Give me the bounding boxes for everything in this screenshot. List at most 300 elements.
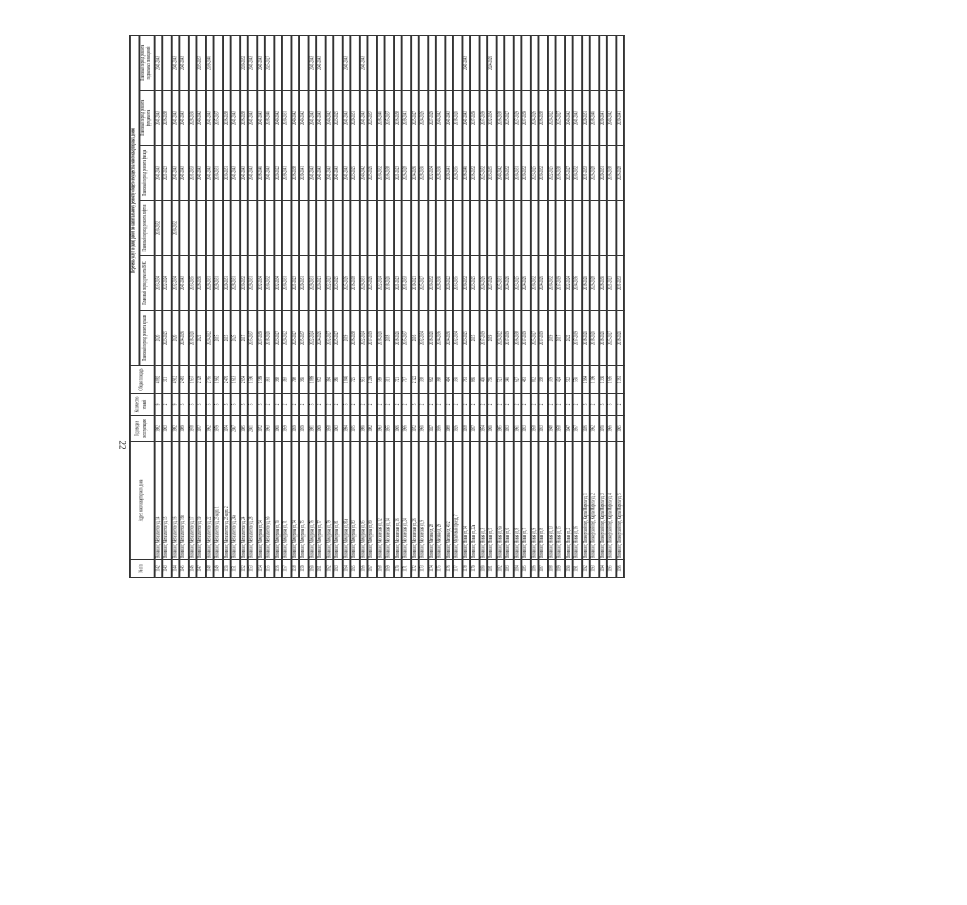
table-cell: 2041-2043: [462, 91, 471, 146]
table-cell: 2018-2020: [453, 91, 462, 146]
table-cell: 2040-2042: [325, 91, 334, 146]
table-cell: 2020-2022: [274, 146, 283, 201]
table-cell: 461: [522, 366, 531, 394]
table-cell: 2041-2043: [342, 91, 351, 146]
table-cell: 2039-2041: [300, 146, 309, 201]
table-cell: 2036-2038: [513, 311, 522, 366]
table-cell: 2041-2043: [308, 35, 317, 90]
table-cell: 2038-2040: [590, 91, 599, 146]
table-cell: 2016-2018: [351, 256, 360, 311]
table-cell: 2025-2027: [556, 91, 565, 146]
table-cell: 2037-2039: [257, 311, 266, 366]
table-cell: 1179: [471, 560, 480, 578]
header-group-title: Перечень услуг и (или) работ по капитальному ремонту общего имущества многоквартирных домов: [130, 35, 139, 365]
table-cell: [462, 201, 471, 256]
address-cell: Вязники г, Металлистов ул, 16б: [180, 442, 189, 560]
table-cell: [513, 35, 522, 90]
table-cell: 2030-2032: [428, 256, 437, 311]
table-cell: 2023-2025: [351, 146, 360, 201]
table-cell: 2018-2020: [582, 311, 591, 366]
table-cell: 1191: [573, 560, 582, 578]
table-cell: 2007: [231, 416, 240, 442]
table-cell: 2022-2023: [325, 256, 334, 311]
table-cell: 2041-2043: [265, 146, 274, 201]
table-cell: 1178: [462, 560, 471, 578]
table-cell: [436, 35, 445, 90]
table-cell: [548, 35, 557, 90]
table-cell: [180, 201, 189, 256]
table-cell: 2017-2019: [505, 311, 514, 366]
table-cell: 1947: [565, 416, 574, 442]
table-body: [154, 35, 624, 577]
address-cell: Вязники г, Новая ул, 15: [556, 442, 565, 560]
table-cell: 2030-2032: [265, 256, 274, 311]
table-cell: [240, 201, 249, 256]
table-cell: 2031-2033: [616, 256, 625, 311]
table-cell: [377, 201, 386, 256]
table-cell: 1 590: [248, 366, 257, 394]
table-cell: 2: [488, 394, 497, 416]
table-cell: 2: [548, 394, 557, 416]
table-cell: 2020-2021: [317, 256, 326, 311]
table-cell: 1953: [505, 416, 514, 442]
table-cell: 2041-2043: [317, 35, 326, 90]
table-cell: 340: [505, 366, 514, 394]
table-cell: [394, 201, 403, 256]
table-cell: 5: [197, 394, 206, 416]
table-cell: 2018-2020: [377, 311, 386, 366]
page-number: 22: [117, 440, 128, 450]
table-cell: 2018: [385, 311, 394, 366]
table-cell: [548, 201, 557, 256]
table-cell: 1181: [488, 560, 497, 578]
table-cell: [411, 35, 420, 90]
table-cell: 2030-2032: [171, 201, 180, 256]
table-cell: [368, 201, 377, 256]
table-cell: [496, 35, 505, 90]
table-cell: 730: [488, 366, 497, 394]
table-cell: 1979: [214, 416, 223, 442]
table-cell: 2: [291, 394, 300, 416]
table-cell: 2017-2019: [539, 311, 548, 366]
table-cell: 2023-2025: [530, 146, 539, 201]
table-cell: 2041-2043: [206, 146, 215, 201]
table-cell: [522, 35, 531, 90]
table-cell: 2018-2020: [265, 311, 274, 366]
table-cell: 9: [171, 394, 180, 416]
table-cell: 1953: [539, 416, 548, 442]
table-cell: 2030-2032: [154, 201, 163, 256]
table-cell: 2018-2020: [582, 256, 591, 311]
address-cell: Вязники г, Московская ул, 24: [402, 442, 411, 560]
table-cell: 1965: [616, 416, 625, 442]
table-cell: 2025-2037: [368, 91, 377, 146]
address-cell: Вязники г, Мясина ул, 45/2: [445, 442, 454, 560]
table-cell: [231, 201, 240, 256]
address-cell: Вязники г, Новая ул, 3: [479, 442, 488, 560]
table-cell: 1182: [496, 560, 505, 578]
table-cell: 2: [394, 394, 403, 416]
table-cell: 1959: [300, 416, 309, 442]
address-cell: Вязники г, Мичурина ул, 83: [351, 442, 360, 560]
table-cell: [445, 201, 454, 256]
table-cell: 2015: [471, 311, 480, 366]
table-cell: 2036-2038: [351, 311, 360, 366]
table-cell: 2031-2033: [188, 146, 197, 201]
table-cell: 1192: [582, 560, 591, 578]
table-cell: 512: [565, 366, 574, 394]
table-cell: 2034-2036: [411, 146, 420, 201]
table-cell: [206, 201, 215, 256]
table-cell: 2034-2036: [445, 311, 454, 366]
table-cell: 1982: [171, 416, 180, 442]
table-cell: 2: [282, 394, 291, 416]
table-cell: 2: [265, 394, 274, 416]
table-cell: 1170: [394, 560, 403, 578]
address-cell: Вязники г, Новая ул, 8: [513, 442, 522, 560]
table-cell: 1161: [317, 560, 326, 578]
table-cell: 1144: [171, 560, 180, 578]
table-cell: 2020-2022: [548, 91, 557, 146]
table-cell: 2036-2038: [556, 146, 565, 201]
table-cell: 2: [453, 394, 462, 416]
address-cell: Вязники г, Пионерский пер, Карла Маркса ул, 1: [582, 442, 591, 560]
table-cell: 2: [368, 394, 377, 416]
table-cell: 1960: [274, 416, 283, 442]
table-cell: [590, 35, 599, 90]
table-cell: 717: [402, 366, 411, 394]
table-cell: 1143: [163, 560, 172, 578]
table-cell: 379: [548, 366, 557, 394]
address-cell: Вязники г, Металлистов ул, 14: [154, 442, 163, 560]
table-cell: 2041-2043: [240, 146, 249, 201]
table-cell: 2: [496, 394, 505, 416]
table-cell: 2041-2043: [180, 146, 189, 201]
table-cell: 2024-2026: [530, 91, 539, 146]
table-cell: 2038-2040: [377, 91, 386, 146]
header-year: Год ввода в эксплуатацию: [130, 416, 154, 442]
table-cell: 2032-2034: [428, 146, 437, 201]
address-cell: Вязники г, Мичурина ул, 74: [291, 442, 300, 560]
table-cell: [291, 35, 300, 90]
table-cell: 361: [265, 366, 274, 394]
table-cell: 2033-2034: [154, 256, 163, 311]
table-cell: 2034-2036: [180, 311, 189, 366]
table-cell: 2029-2031: [206, 256, 215, 311]
table-cell: 2 476: [223, 366, 232, 394]
table-cell: 2022-2024: [163, 256, 172, 311]
table-cell: 2016: [411, 311, 420, 366]
table-cell: [334, 201, 343, 256]
table-cell: [214, 35, 223, 90]
address-cell: Вязники г, Новая ул, 5: [488, 442, 497, 560]
table-cell: 1154: [257, 560, 266, 578]
table-cell: 1 695: [607, 366, 616, 394]
table-cell: [607, 201, 616, 256]
table-cell: 1 361: [616, 366, 625, 394]
table-cell: 2017-2019: [368, 311, 377, 366]
table-cell: 2: [513, 394, 522, 416]
table-cell: 2: [445, 394, 454, 416]
table-cell: 1 196: [590, 366, 599, 394]
table-cell: 2: [300, 394, 309, 416]
table-cell: 2 481: [180, 366, 189, 394]
table-cell: 521: [496, 366, 505, 394]
address-cell: Вязники г, Мичурина ул, 77: [317, 442, 326, 560]
address-cell: Вязники г, Металлистов ул, 23 корп. 1: [214, 442, 223, 560]
address-cell: Вязники г, Металлистов ул, 22: [206, 442, 215, 560]
table-cell: [445, 35, 454, 90]
table-cell: 2032-2034: [488, 91, 497, 146]
table-cell: 2036-2038: [240, 91, 249, 146]
table-cell: 2: [556, 394, 565, 416]
table-cell: 1157: [282, 560, 291, 578]
table-cell: 2032-2034: [453, 311, 462, 366]
address-cell: Вязники г, Новая ул, 6а: [496, 442, 505, 560]
table-cell: 380: [334, 366, 343, 394]
table-cell: 1167: [368, 560, 377, 578]
table-cell: 1957: [573, 416, 582, 442]
table-cell: 2023-2025: [163, 311, 172, 366]
table-cell: 1173: [419, 560, 428, 578]
table-cell: 662: [428, 366, 437, 394]
table-cell: 2: [522, 394, 531, 416]
table-cell: 2029-2031: [359, 256, 368, 311]
table-cell: 2032-2034: [257, 256, 266, 311]
table-cell: 2041-2043: [573, 91, 582, 146]
address-cell: Вязники г, Новая ул, 9: [530, 442, 539, 560]
table-cell: 2039-2041: [402, 91, 411, 146]
address-cell: Вязники г, Пионерский пер, Карла Маркса ул, 5: [616, 442, 625, 560]
table-cell: 2021-2023: [394, 256, 403, 311]
table-cell: [530, 35, 539, 90]
table-cell: 1966: [394, 416, 403, 442]
table-cell: 1972: [257, 416, 266, 442]
address-cell: Вязники г, Московская ул, 26: [411, 442, 420, 560]
table-cell: 1958: [530, 416, 539, 442]
table-cell: [496, 201, 505, 256]
address-cell: Вязники г, Мичурина ул, 75: [300, 442, 309, 560]
table-cell: 725: [351, 366, 360, 394]
address-cell: Вязники г, Мичурина ул, 70: [274, 442, 283, 560]
table-cell: 2030-2032: [505, 146, 514, 201]
table-cell: 2041-2043: [257, 35, 266, 90]
address-cell: Вязники г, Металлистов ул, 6б: [265, 442, 274, 560]
table-cell: [308, 201, 317, 256]
table-cell: [325, 35, 334, 90]
table-cell: 1936: [436, 416, 445, 442]
table-cell: [214, 201, 223, 256]
table-cell: 2025-2027: [265, 35, 274, 90]
table-cell: 2039-2041: [445, 146, 454, 201]
table-cell: 1 657: [188, 366, 197, 394]
address-cell: Вязники г, Мясина ул, 28: [428, 442, 437, 560]
table-cell: 2: [334, 394, 343, 416]
address-cell: Вязники г, Новая ул, 2: [565, 442, 574, 560]
table-cell: [582, 201, 591, 256]
address-cell: Вязники г, Московская ул, 14: [385, 442, 394, 560]
table-cell: 2024-2026: [419, 91, 428, 146]
table-cell: 2025-2027: [419, 256, 428, 311]
address-cell: Вязники г, Московская ул, 9: [419, 442, 428, 560]
table-cell: 2041-2043: [334, 146, 343, 201]
table-cell: 2 765: [206, 366, 215, 394]
table-cell: 1963: [377, 416, 386, 442]
table-cell: 494: [445, 366, 454, 394]
table-cell: [197, 201, 206, 256]
table-cell: 2020: [171, 311, 180, 366]
table-cell: [274, 201, 283, 256]
table-cell: 2022-2024: [308, 311, 317, 366]
address-cell: Вязники г, Новая ул, 8: [539, 442, 548, 560]
table-cell: 2: [573, 394, 582, 416]
table-cell: 1149: [214, 560, 223, 578]
address-cell: Вязники г, Металлистов ул, 24а: [231, 442, 240, 560]
table-cell: 2040-2042: [291, 91, 300, 146]
table-cell: 1982: [154, 416, 163, 442]
table-cell: 2: [377, 394, 386, 416]
table-cell: 1989: [180, 416, 189, 442]
table-cell: 2041-2043: [359, 91, 368, 146]
table-cell: 1 613: [231, 366, 240, 394]
table-cell: 1151: [231, 560, 240, 578]
table-cell: 1153: [248, 560, 257, 578]
table-cell: 1927: [428, 416, 437, 442]
table-cell: 2: [402, 394, 411, 416]
table-cell: 2040-2042: [274, 91, 283, 146]
table-cell: 2028-2030: [188, 91, 197, 146]
table-cell: 1177: [453, 560, 462, 578]
table-cell: 2036-2038: [163, 91, 172, 146]
table-cell: 2025-2027: [565, 146, 574, 201]
table-cell: 1180: [479, 560, 488, 578]
table-cell: 2036-2038: [291, 146, 300, 201]
table-cell: 2029-2031: [351, 91, 360, 146]
table-cell: 2041-2043: [445, 91, 454, 146]
table-cell: 627: [513, 366, 522, 394]
address-cell: Вязники г, Мичурина ул, 76: [308, 442, 317, 560]
header-vis: Плановый период ремонта ВИС: [139, 256, 155, 311]
table-cell: 1954: [479, 416, 488, 442]
table-cell: [616, 35, 625, 90]
table-cell: 1 962: [214, 366, 223, 394]
table-cell: [590, 201, 599, 256]
table-cell: 1171: [402, 560, 411, 578]
header-floors: Количество этажей: [130, 394, 154, 416]
table-cell: 424: [556, 366, 565, 394]
table-cell: 866: [471, 366, 480, 394]
table-cell: 2025-2027: [505, 91, 514, 146]
table-cell: 1150: [223, 560, 232, 578]
table-cell: 2017: [240, 311, 249, 366]
table-cell: 2033-2035: [188, 256, 197, 311]
address-cell: Вязники г, Мясина ул, 29: [436, 442, 445, 560]
table-cell: 393: [282, 366, 291, 394]
table-cell: 2040-2042: [496, 146, 505, 201]
table-cell: 5: [582, 394, 591, 416]
address-cell: Вязники г, Мичурина ул, 89: [368, 442, 377, 560]
table-cell: 2029-2031: [599, 146, 608, 201]
table-cell: 1145: [180, 560, 189, 578]
table-cell: [505, 35, 514, 90]
table-cell: 2030-2032: [573, 146, 582, 201]
table-cell: 2: [317, 394, 326, 416]
table-cell: 2019: [342, 311, 351, 366]
table-cell: 2030-2031: [223, 146, 232, 201]
table-cell: [291, 201, 300, 256]
table-cell: [188, 201, 197, 256]
table-cell: 4 912: [171, 366, 180, 394]
table-cell: [436, 201, 445, 256]
table-cell: 1958: [325, 416, 334, 442]
table-cell: 1962: [206, 416, 215, 442]
table-cell: 5: [607, 394, 616, 416]
table-cell: [368, 35, 377, 90]
table-cell: [582, 35, 591, 90]
table-cell: 1953: [522, 416, 531, 442]
address-cell: Вязники г, Мичурина ул, 71: [282, 442, 291, 560]
table-cell: 2021-2023: [163, 146, 172, 201]
table-cell: 2037-2039: [522, 91, 531, 146]
table-cell: 2025: [231, 311, 240, 366]
table-cell: 2023-2025: [334, 91, 343, 146]
rotated-table-wrapper: [129, 36, 967, 578]
table-cell: 2036-2032: [471, 146, 480, 201]
table-cell: 2015: [214, 311, 223, 366]
table-cell: 2018-2020: [616, 311, 625, 366]
table-cell: 2041-2043: [248, 91, 257, 146]
table-cell: 2033-2035: [453, 256, 462, 311]
table-cell: 1966: [607, 416, 616, 442]
table-cell: 1966: [402, 416, 411, 442]
table-cell: 1162: [325, 560, 334, 578]
address-cell: Вязники г, Новая ул, 13: [548, 442, 557, 560]
table-cell: 1972: [411, 416, 420, 442]
table-cell: [385, 201, 394, 256]
table-cell: 2032-2034: [171, 256, 180, 311]
table-cell: 1190: [565, 560, 574, 578]
table-cell: 2023-2025: [462, 311, 471, 366]
table-cell: 2: [428, 394, 437, 416]
table-cell: 2029-2031: [308, 256, 317, 311]
table-cell: 1970: [599, 416, 608, 442]
table-cell: 1988: [445, 416, 454, 442]
table-cell: 2022: [565, 311, 574, 366]
table-cell: 2025-2026: [368, 146, 377, 201]
table-cell: [522, 201, 531, 256]
table-cell: 2019: [488, 311, 497, 366]
table-cell: 2036-2038: [394, 91, 403, 146]
table-cell: 2041-2043: [257, 91, 266, 146]
table-cell: 2025-2032: [479, 146, 488, 201]
table-cell: 4 882: [154, 366, 163, 394]
table-cell: [565, 35, 574, 90]
table-cell: [556, 35, 565, 90]
table-cell: 1169: [385, 560, 394, 578]
table-cell: 2041-2043: [197, 146, 206, 201]
header-num: № п/п: [130, 560, 154, 578]
table-cell: 2020-2022: [282, 311, 291, 366]
table-cell: 2001: [248, 416, 257, 442]
table-cell: 2041-2043: [342, 35, 351, 90]
table-cell: 2040-2042: [565, 91, 574, 146]
table-cell: 2020-2022: [496, 311, 505, 366]
table-cell: [282, 35, 291, 90]
table-cell: 2030-2032: [522, 146, 531, 201]
table-cell: 2041-2043: [317, 146, 326, 201]
table-cell: 5: [342, 394, 351, 416]
table-cell: [471, 201, 480, 256]
